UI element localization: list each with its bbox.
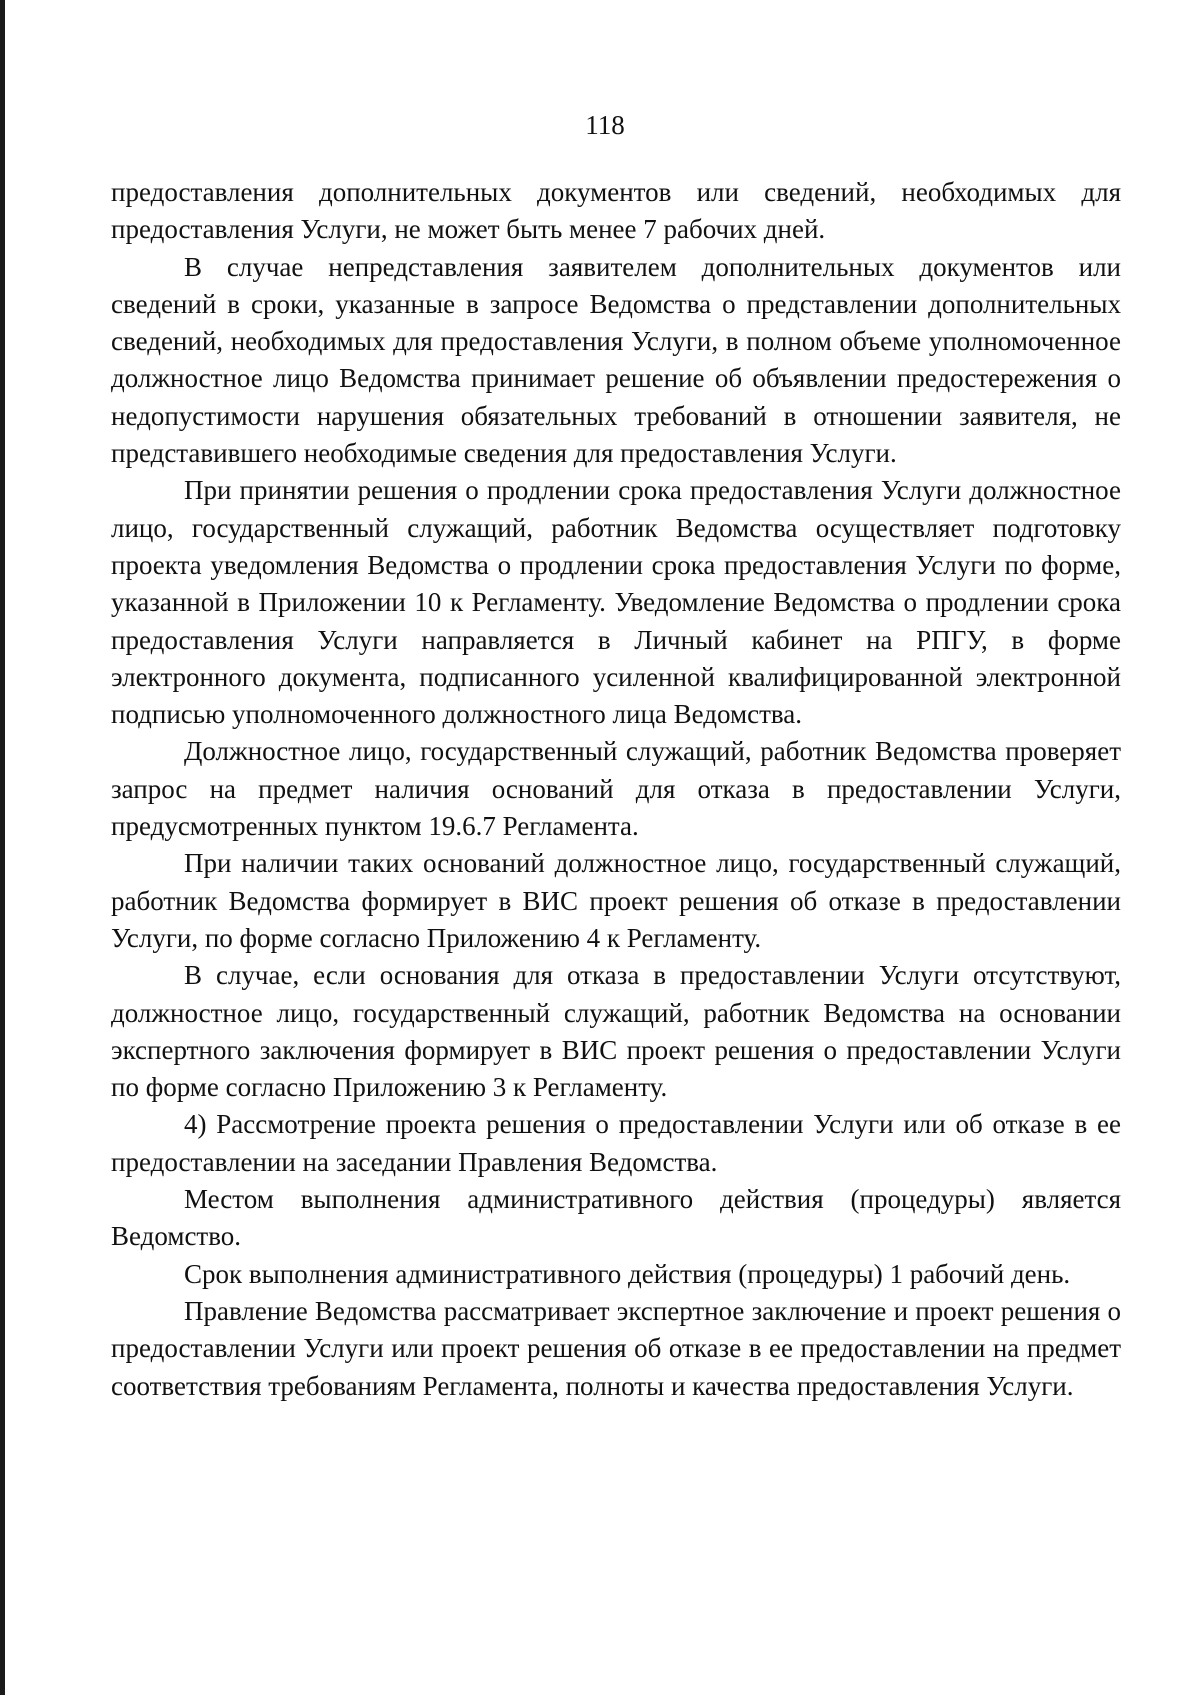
paragraph: Должностное лицо, государственный служащий, работник Ведомства проверяет запрос на предмет наличия оснований для отказа в предоставлении Услуги, предусмотренных пунктом 19.6.7 Регламента. (111, 736, 1121, 842)
paragraph: В случае, если основания для отказа в предоставлении Услуги отсутствуют, должностное лицо, государственный служащий, работник Ведомства на основании экспертного заключения формирует в ВИС проект решения о предоставлении Услуги по форме согласно Приложению 3 к Регламенту. (111, 960, 1121, 1103)
paragraph: При наличии таких оснований должностное лицо, государственный служащий, работник Ведомства формирует в ВИС проект решения об отказе в предоставлении Услуги, по форме согласно Приложению 4 к Регламенту. (111, 848, 1121, 953)
paragraph: В случае непредставления заявителем дополнительных документов или сведений в сроки, указанные в запросе Ведомства о представлении дополнительных сведений, необходимых для предоставления Услуги, в полном объеме уполномоченное должностное лицо Ведомства принимает решение об объявлении предостережения о недопустимости нарушения обязательных требований в отношении заявителя, не представившего необходимые сведения для предоставления Услуги. (111, 251, 1121, 469)
paragraph: Правление Ведомства рассматривает экспертное заключение и проект решения о предоставлении Услуги или проект решения об отказе в ее предоставлении на предмет соответствия требованиям Регламента, полноты и качества предоставления Услуги. (111, 1295, 1121, 1401)
paragraph-continuation: предоставления дополнительных документов или сведений, необходимых для предоставления Услуги, не может быть менее 7 рабочих дней. (111, 177, 1121, 245)
paragraph: Срок выполнения административного действия (процедуры) 1 рабочий день. (184, 1258, 1071, 1289)
paragraph-item-4: 4) Рассмотрение проекта решения о предоставлении Услуги или об отказе в ее предоставлении на заседании Правления Ведомства. (111, 1109, 1121, 1177)
document-body (111, 174, 1121, 1405)
page-number: 118 (585, 110, 625, 140)
paragraph: При принятии решения о продлении срока предоставления Услуги должностное лицо, государственный служащий, работник Ведомства осуществляет подготовку проекта уведомления Ведомства о продлении срока предоставления Услуги по форме, указанной в Приложении 10 к Регламенту. Уведомление Ведомства о продлении срока предоставления Услуги направляется в Личный кабинет на РПГУ, в форме электронного документа, подписанного усиленной квалифицированной электронной подписью уполномоченного должностного лица Ведомства. (111, 475, 1121, 730)
paragraph: Местом выполнения административного действия (процедуры) является Ведомство. (111, 1184, 1121, 1252)
